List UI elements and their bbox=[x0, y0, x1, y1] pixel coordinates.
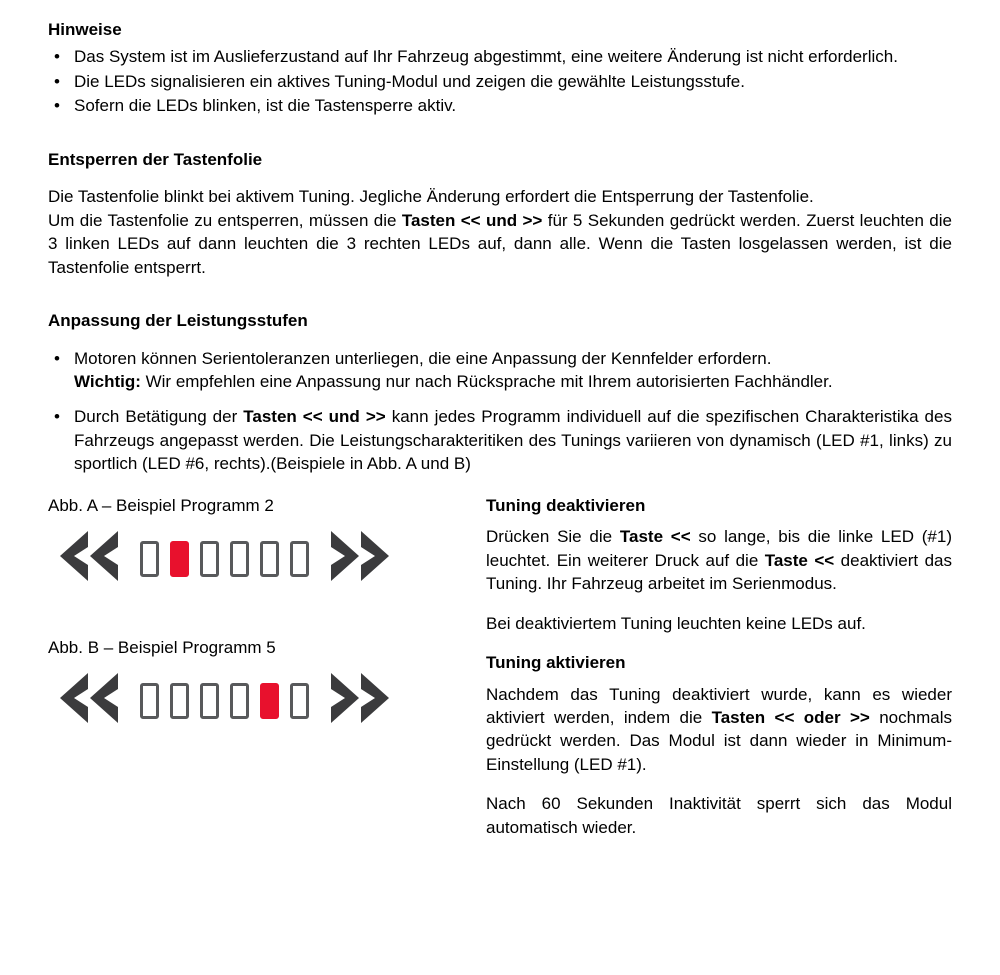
instructions-column bbox=[478, 494, 952, 855]
led-2 bbox=[170, 541, 189, 577]
unlock-heading: Entsperren der Tastenfolie bbox=[48, 149, 263, 169]
unlock-p2-text-a: Um die Tastenfolie zu entsperren, müssen die bbox=[48, 210, 402, 230]
led-6 bbox=[290, 683, 309, 719]
adjust-item1-bold: Wichtig: bbox=[74, 371, 141, 391]
led-1 bbox=[140, 541, 159, 577]
figure-b-caption: Abb. B – Beispiel Programm 5 bbox=[48, 637, 276, 657]
double-chevron-left-icon bbox=[58, 671, 120, 731]
figure-a-caption: Abb. A – Beispiel Programm 2 bbox=[48, 495, 274, 515]
notes-list bbox=[48, 45, 952, 117]
deactivate-heading: Tuning deaktivieren bbox=[486, 495, 646, 515]
list-item: • Die LEDs signalisieren ein aktives Tuning-Modul und zeigen die gewählte Leistungsstufe. bbox=[48, 70, 952, 93]
deactivate-paragraph-1 bbox=[486, 525, 952, 595]
unlock-p2-bold: Tasten << und >> bbox=[401, 210, 543, 230]
led-4 bbox=[230, 683, 249, 719]
figure-a-panel bbox=[48, 529, 478, 589]
figure-a-leds bbox=[140, 541, 309, 577]
double-chevron-right-icon bbox=[329, 529, 391, 589]
led-2 bbox=[170, 683, 189, 719]
led-5 bbox=[260, 541, 279, 577]
adjust-list bbox=[48, 347, 952, 476]
list-item: • Das System ist im Auslieferzustand auf Ihr Fahrzeug abgestimmt, eine weitere Änderung ist nicht erforderlich. bbox=[48, 45, 952, 68]
led-3 bbox=[200, 683, 219, 719]
deactivate-p1-c: deaktiviert das Tuning. Ihr Fahrzeug arbeitet im Serienmodus. bbox=[486, 550, 952, 594]
led-1 bbox=[140, 683, 159, 719]
deactivate-p1-bold-1: Taste << bbox=[619, 527, 691, 547]
led-3 bbox=[200, 541, 219, 577]
figure-b bbox=[48, 636, 478, 732]
deactivate-p1-bold-2: Taste << bbox=[764, 550, 835, 570]
deactivate-p1-a: Drücken Sie die bbox=[486, 527, 620, 547]
unlock-p2-text-b: für 5 Sekunden gedrückt werden. Zuerst leuchten die 3 linken LEDs auf dann leuchten die 3 rechten LEDs auf, dann alle. Wenn die Tasten losgelassen werden, ist die Tastenfolie entsperrt. bbox=[48, 210, 952, 277]
activate-p1-a: Nachdem das Tuning deaktiviert wurde, kann es wieder aktiviert werden, indem die bbox=[486, 684, 952, 727]
figures-column bbox=[48, 494, 478, 855]
activate-paragraph-2: Nach 60 Sekunden Inaktivität sperrt sich das Modul automatisch wieder. bbox=[486, 794, 952, 837]
led-4 bbox=[230, 541, 249, 577]
deactivate-p1-b: so lange, bis die linke LED (#1) leuchtet. Ein weiterer Druck auf die bbox=[486, 527, 952, 570]
adjust-item1-text-a: Motoren können Serientoleranzen unterliegen, die eine Anpassung der Kennfelder erfordern. bbox=[74, 348, 772, 368]
activate-heading: Tuning aktivieren bbox=[486, 653, 626, 673]
unlock-paragraph-2 bbox=[48, 209, 952, 279]
notes-heading: Hinweise bbox=[48, 20, 122, 39]
unlock-paragraph-1: Die Tastenfolie blinkt bei aktivem Tuning. Jegliche Änderung erfordert die Entsperrung der Tastenfolie. bbox=[48, 187, 814, 207]
figure-a bbox=[48, 494, 478, 590]
figure-b-panel bbox=[48, 671, 478, 731]
adjust-heading: Anpassung der Leistungsstufen bbox=[48, 311, 308, 331]
list-item bbox=[48, 405, 952, 475]
double-chevron-left-icon bbox=[58, 529, 120, 589]
figure-b-leds bbox=[140, 683, 309, 719]
list-item bbox=[48, 347, 952, 394]
led-5 bbox=[260, 683, 279, 719]
led-6 bbox=[290, 541, 309, 577]
double-chevron-right-icon bbox=[329, 671, 391, 731]
adjust-item1-text-b: Wir empfehlen eine Anpassung nur nach Rücksprache mit Ihrem autorisierten Fachhändler. bbox=[140, 371, 833, 391]
lower-section bbox=[48, 494, 952, 855]
list-item: • Sofern die LEDs blinken, ist die Tastensperre aktiv. bbox=[48, 94, 952, 117]
activate-paragraph-1 bbox=[486, 683, 952, 777]
adjust-item2-text-a: Durch Betätigung der bbox=[74, 407, 244, 427]
adjust-item2-text-b: kann jedes Programm individuell auf die spezifischen Charakteristika des Fahrzeugs angepasst werden. Die Leistungscharakteritiken des Tunings variieren von dynamisch (LED #1, links) zu sportlich (LED #6, rechts).(Beispiele in Abb. A und B) bbox=[74, 407, 952, 474]
activate-p1-bold: Tasten << oder >> bbox=[711, 707, 870, 727]
activate-p1-b: nochmals gedrückt werden. Das Modul ist dann wieder in Minimum-Einstellung (LED #1). bbox=[486, 707, 952, 774]
adjust-item2-bold: Tasten << und >> bbox=[243, 407, 386, 427]
deactivate-paragraph-2: Bei deaktiviertem Tuning leuchten keine LEDs auf. bbox=[486, 613, 866, 633]
